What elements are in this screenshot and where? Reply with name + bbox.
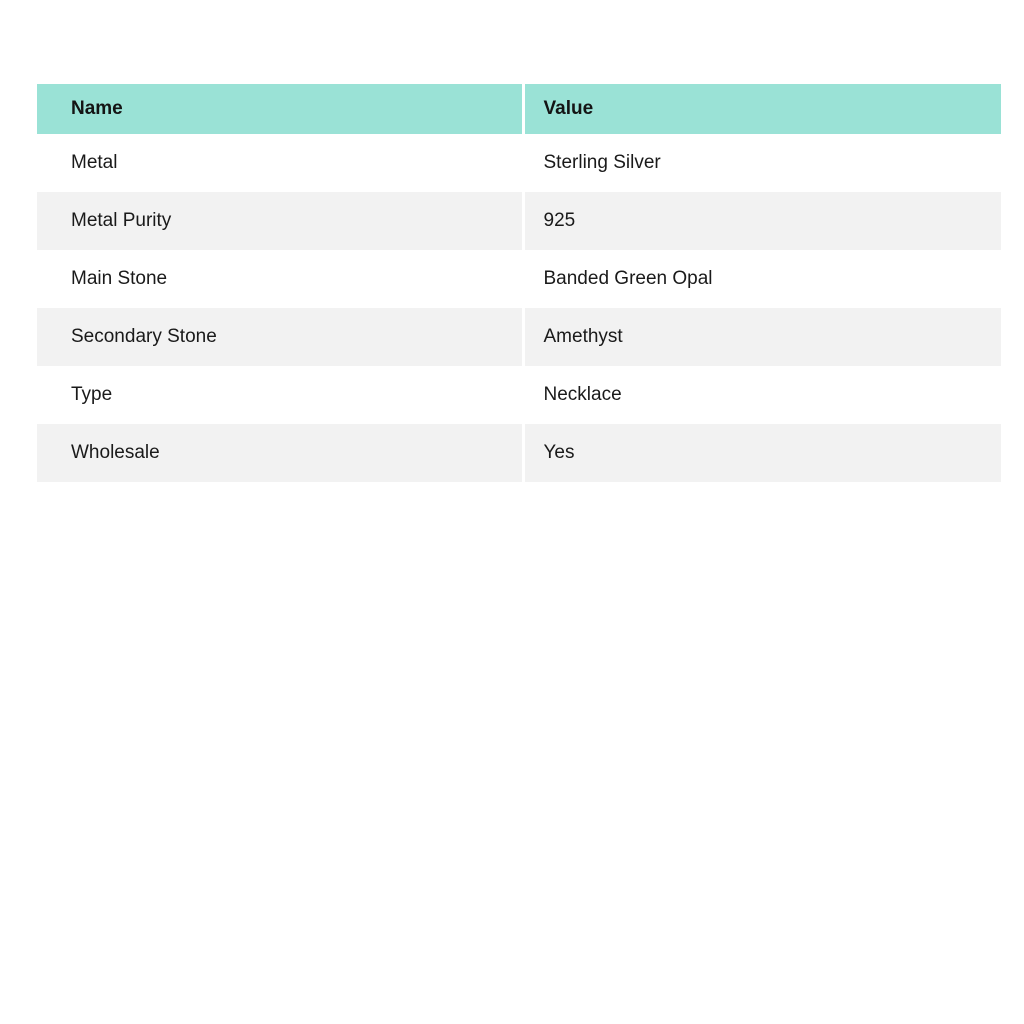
spec-name-cell: Main Stone	[37, 250, 523, 308]
spec-value-cell: 925	[523, 192, 1001, 250]
spec-name-cell: Metal Purity	[37, 192, 523, 250]
spec-value-cell: Sterling Silver	[523, 134, 1001, 192]
table-row	[37, 308, 1001, 366]
table-row	[37, 424, 1001, 482]
spec-name-cell: Metal	[37, 134, 523, 192]
spec-value-cell: Amethyst	[523, 308, 1001, 366]
spec-name-cell: Wholesale	[37, 424, 523, 482]
table-header-row	[37, 84, 1001, 134]
table-row	[37, 134, 1001, 192]
spec-value-cell: Necklace	[523, 366, 1001, 424]
column-header-name: Name	[37, 84, 523, 134]
spec-name-cell: Secondary Stone	[37, 308, 523, 366]
table-row	[37, 366, 1001, 424]
spec-table-container	[37, 84, 1001, 482]
spec-value-cell: Yes	[523, 424, 1001, 482]
spec-value-cell: Banded Green Opal	[523, 250, 1001, 308]
product-spec-table	[37, 84, 1001, 482]
spec-name-cell: Type	[37, 366, 523, 424]
table-row	[37, 250, 1001, 308]
column-header-value: Value	[523, 84, 1001, 134]
table-row	[37, 192, 1001, 250]
table-body	[37, 134, 1001, 482]
